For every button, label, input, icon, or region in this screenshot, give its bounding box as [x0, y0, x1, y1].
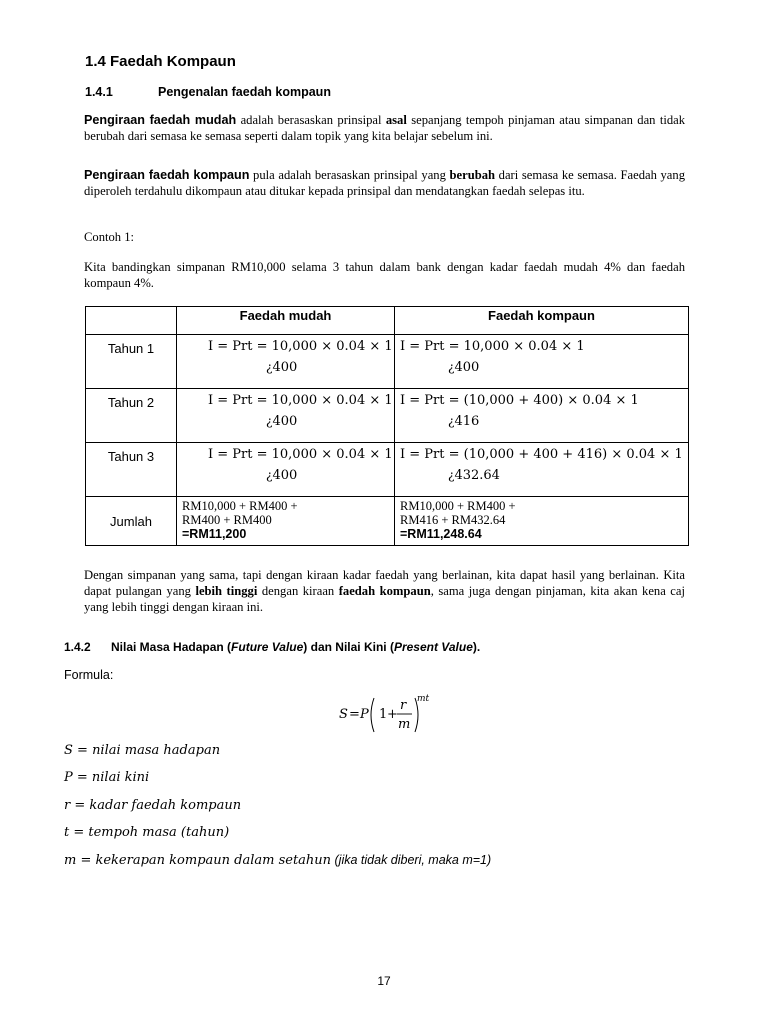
- simple-cell: [177, 443, 395, 497]
- total-result: [182, 527, 389, 541]
- result-value: 416: [454, 414, 480, 429]
- table-total-row: [86, 497, 689, 546]
- definition-m: [64, 853, 491, 868]
- text-run: dengan kiraan: [257, 584, 339, 598]
- formula-numerator: r: [400, 698, 407, 713]
- simple-cell: [177, 389, 395, 443]
- text-run: ) dan Nilai Kini (: [303, 640, 394, 654]
- result: [177, 410, 394, 431]
- bold-run: berubah: [449, 168, 496, 182]
- compound-cell: [395, 389, 689, 443]
- result-value: 400: [454, 360, 480, 375]
- table-row: [86, 389, 689, 443]
- compound-cell: [395, 443, 689, 497]
- total-line: RM400 + RM400: [182, 513, 272, 527]
- subsection-title: Pengenalan faedah kompaun: [158, 85, 331, 99]
- result: [177, 464, 394, 485]
- result: [395, 410, 688, 431]
- total-value: =RM11,200: [182, 527, 247, 541]
- row-label: Tahun 2: [86, 389, 177, 443]
- comparison-table: [85, 306, 689, 546]
- page-number: 17: [377, 974, 391, 988]
- text-run: Dengan simpanan yang sama, tapi dengan kiraan kadar faedah yang berlainan, kita dapat hasil yang berlainan. Kita dapat pulangan yang: [84, 568, 685, 598]
- formula-plus: +: [387, 707, 398, 722]
- total-line: RM416 + RM432.64: [400, 513, 506, 527]
- header-empty: [86, 307, 177, 335]
- result: [395, 464, 688, 485]
- definition-text: m = kekerapan kompaun dalam setahun: [64, 853, 332, 868]
- paragraph-simple-interest: [84, 112, 685, 144]
- italic-run: Present Value: [393, 640, 473, 654]
- compound-total-cell: [395, 497, 689, 546]
- text-run: dari semasa ke semasa. Faedah yang diperoleh terdahulu dikompaun atau ditukar kepada prinsipal dan mendatangkan faedah selepas itu.: [84, 168, 685, 198]
- bold-run: faedah kompaun: [338, 584, 431, 598]
- eq-symbol: ¿: [448, 360, 455, 374]
- formula-denominator: m: [398, 717, 411, 732]
- definition-t: t = tempoh masa (tahun): [64, 825, 230, 840]
- formula-exponent: mt: [417, 694, 430, 704]
- paragraph-compound-interest: [84, 167, 685, 199]
- simple-total-cell: [177, 497, 395, 546]
- table-row: [86, 335, 689, 389]
- total-line: RM10,000 + RM400 +: [182, 499, 298, 513]
- example-description: Kita bandingkan simpanan RM10,000 selama 3 tahun dalam bank dengan kadar faedah mudah 4% dan faedah kompaun 4%.: [84, 260, 685, 290]
- subsection-number: 1.4.2: [64, 640, 91, 654]
- equation: I = Prt = 10,000 × 0.04 × 1: [400, 339, 585, 354]
- formula-p: P: [360, 707, 369, 722]
- table-row: [86, 443, 689, 497]
- example-label: Contoh 1:: [84, 230, 135, 244]
- equation: I = Prt = 10,000 × 0.04 × 1: [208, 447, 393, 462]
- row-label: Tahun 3: [86, 443, 177, 497]
- total-line: RM10,000 + RM400 +: [400, 499, 516, 513]
- header-simple-interest: Faedah mudah: [177, 307, 395, 335]
- formula-label: Formula:: [64, 668, 114, 682]
- total-value: =RM11,248.64: [400, 527, 482, 541]
- equation: I = Prt = 10,000 × 0.04 × 1: [208, 339, 393, 354]
- total-result: [400, 527, 683, 541]
- subsection-number: 1.4.1: [85, 85, 113, 99]
- left-paren: [371, 698, 374, 732]
- text-run: adalah berasaskan prinsipal: [236, 113, 386, 127]
- formula-eq: =: [349, 707, 360, 722]
- result-value: 400: [272, 414, 298, 429]
- term-compound-interest: Pengiraan faedah kompaun: [84, 168, 250, 182]
- definition-s: S = nilai masa hadapan: [64, 743, 221, 758]
- eq-symbol: ¿: [448, 414, 455, 428]
- term-simple-interest: Pengiraan faedah mudah: [84, 113, 237, 127]
- subsection-heading: [85, 85, 331, 99]
- simple-cell: [177, 335, 395, 389]
- bold-run: asal: [385, 113, 407, 127]
- compound-formula: [339, 694, 449, 734]
- eq-symbol: ¿: [266, 360, 273, 374]
- formula-svg: [339, 694, 449, 736]
- formula-lhs: S: [339, 707, 348, 722]
- text-run: Nilai Masa Hadapan (: [111, 640, 232, 654]
- row-label: Tahun 1: [86, 335, 177, 389]
- text-run: , sama juga dengan pinjaman, kita akan kena caj yang lebih tinggi dengan kiraan ini.: [84, 584, 685, 614]
- table-header-row: [86, 307, 689, 335]
- equation: I = Prt = (10,000 + 400 + 416) × 0.04 × 1: [400, 447, 683, 462]
- row-label: Jumlah: [86, 497, 177, 546]
- section-title: 1.4 Faedah Kompaun: [85, 53, 236, 70]
- header-compound-interest: Faedah kompaun: [395, 307, 689, 335]
- definition-note: (jika tidak diberi, maka m=1): [331, 853, 492, 867]
- eq-symbol: ¿: [448, 468, 455, 482]
- eq-symbol: ¿: [266, 468, 273, 482]
- text-run: pula adalah berasaskan prinsipal yang: [249, 168, 450, 182]
- result-value: 432.64: [454, 468, 500, 483]
- result-value: 400: [272, 360, 298, 375]
- equation: I = Prt = (10,000 + 400) × 0.04 × 1: [400, 393, 639, 408]
- equation: I = Prt = 10,000 × 0.04 × 1: [208, 393, 393, 408]
- definition-r: r = kadar faedah kompaun: [64, 798, 242, 813]
- bold-run: lebih tinggi: [195, 584, 258, 598]
- text-run: sepanjang tempoh pinjaman atau simpanan dan tidak berubah dari semasa ke semasa seperti dalam topik yang kita belajar sebelum ini.: [84, 113, 685, 143]
- subsection-heading-2: [64, 640, 480, 654]
- result: [395, 356, 688, 377]
- compound-cell: [395, 335, 689, 389]
- definition-p: P = nilai kini: [64, 770, 150, 785]
- italic-run: Future Value: [231, 640, 304, 654]
- text-run: ).: [472, 640, 481, 654]
- formula-one: 1: [379, 707, 388, 722]
- result: [177, 356, 394, 377]
- paragraph-conclusion: [84, 567, 685, 615]
- eq-symbol: ¿: [266, 414, 273, 428]
- result-value: 400: [272, 468, 298, 483]
